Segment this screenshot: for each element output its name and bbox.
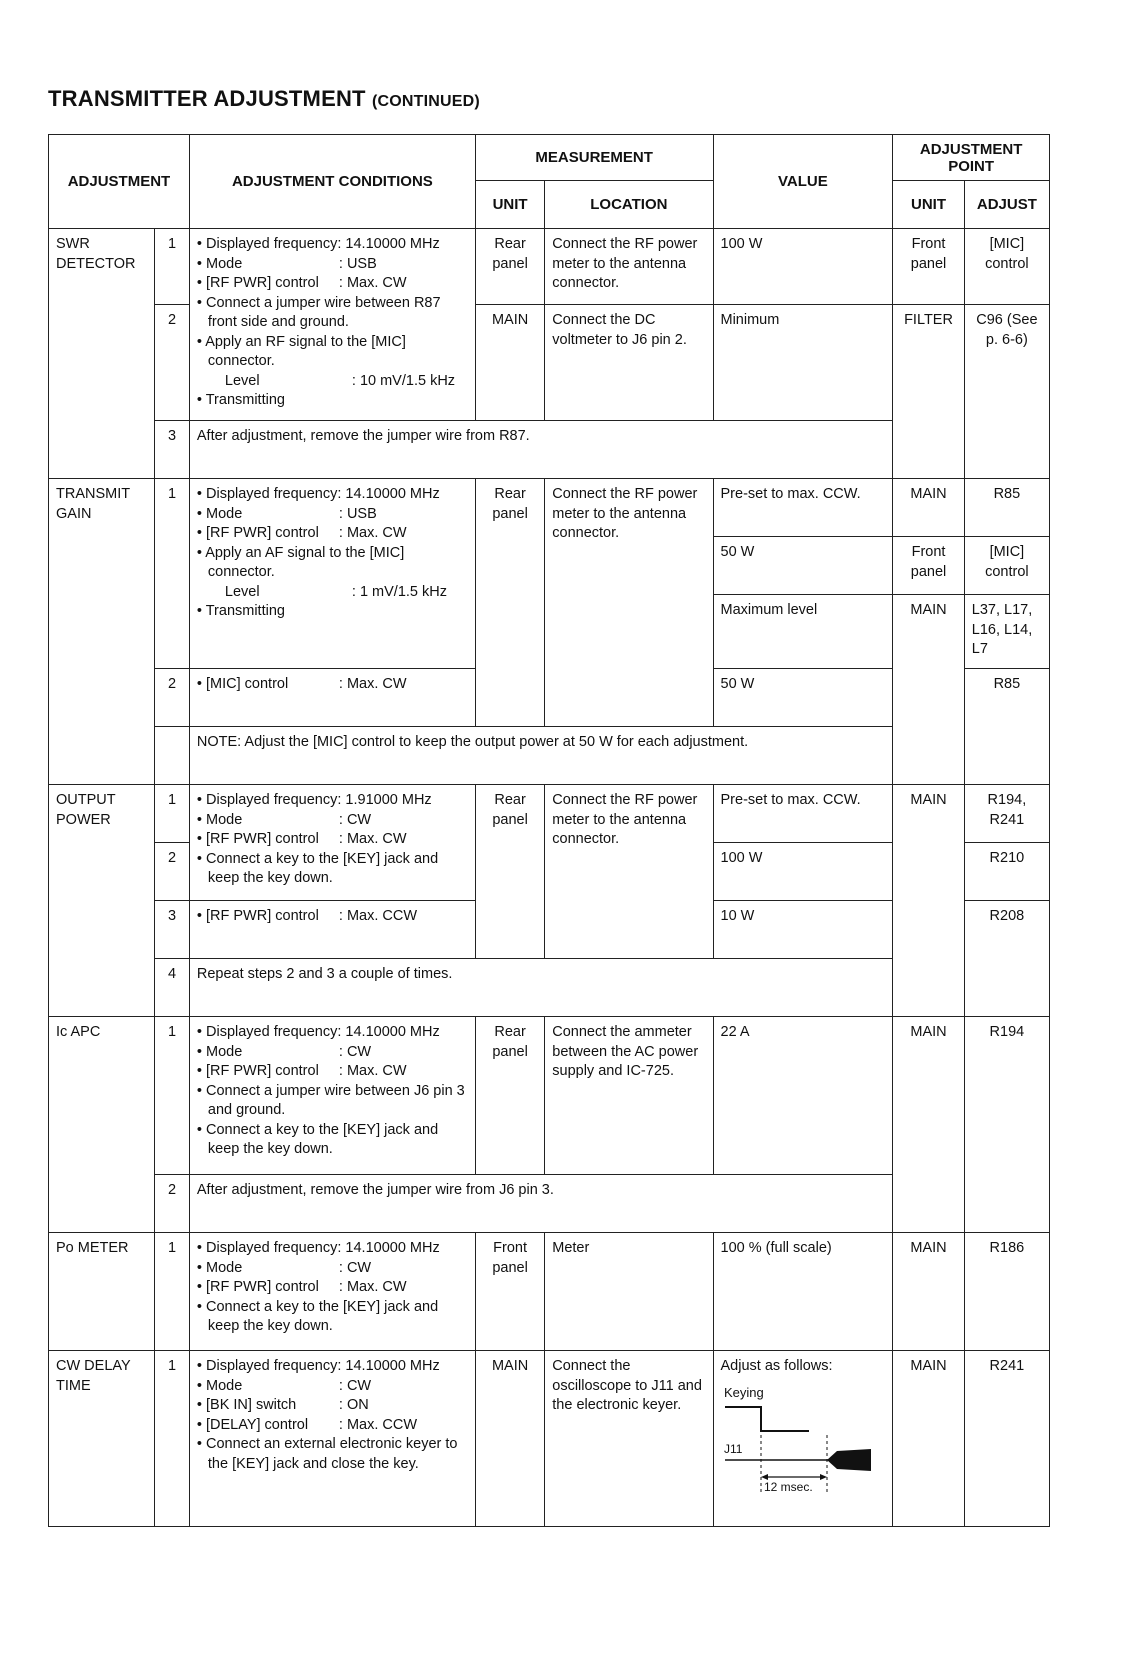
header-conditions: ADJUSTMENT CONDITIONS: [189, 135, 475, 229]
header-measurement: MEASUREMENT: [475, 135, 713, 181]
measurement-unit: Front panel: [475, 1233, 544, 1351]
point-adjust: R85: [964, 479, 1049, 537]
measurement-location: Connect the RF power meter to the antenna connector.: [545, 479, 713, 727]
condition-line: • [RF PWR] control : Max. CW: [196, 275, 407, 291]
condition-line: • Mode : CW: [196, 1377, 372, 1394]
condition-line: • Displayed frequency: 14.10000 MHz: [196, 1024, 440, 1040]
rf-envelope-burst: [827, 1449, 871, 1471]
conditions-cell: [189, 901, 475, 959]
point-adjust: R208: [964, 901, 1049, 1017]
measurement-location: Connect the RF power meter to the antenna connector.: [545, 785, 713, 959]
waveform-j11-label: J11: [723, 1441, 742, 1456]
point-unit: MAIN: [893, 785, 964, 1017]
value-cell: 22 A: [713, 1017, 893, 1175]
value-cell: 50 W: [713, 669, 893, 727]
timing-waveform: [721, 1385, 877, 1495]
point-unit: MAIN: [893, 1351, 964, 1527]
condition-line: • Mode : CW: [196, 811, 372, 828]
point-adjust: [MIC] control: [964, 537, 1049, 595]
step-number: 2: [155, 1175, 190, 1233]
header-adjustment-point: ADJUSTMENT POINT: [893, 135, 1050, 181]
note-text: NOTE: Adjust the [MIC] control to keep the output power at 50 W for each adjustment.: [189, 727, 892, 785]
condition-line: • Mode : CW: [196, 1043, 372, 1060]
step-number: 2: [155, 669, 190, 727]
step-text: Repeat steps 2 and 3 a couple of times.: [189, 959, 892, 1017]
condition-line: • Connect a key to the [KEY] jack and keep the key down.: [196, 1121, 439, 1157]
condition-line: • Connect a key to the [KEY] jack and keep the key down.: [196, 850, 439, 886]
condition-line: • Connect a jumper wire between R87 front side and ground.: [196, 294, 441, 330]
condition-line: • Connect a jumper wire between J6 pin 3 and ground.: [196, 1082, 465, 1118]
value-cell: 100 W: [713, 229, 893, 305]
measurement-location: Meter: [545, 1233, 713, 1351]
point-unit: Front panel: [893, 229, 964, 305]
measurement-location: Connect the DC voltmeter to J6 pin 2.: [545, 305, 713, 421]
step-number: 1: [155, 479, 190, 669]
point-unit: Front panel: [893, 537, 964, 595]
conditions-cell: [189, 669, 475, 727]
condition-line: • Apply an AF signal to the [MIC] connector.: [196, 544, 405, 580]
waveform-time-label: 12 msec.: [763, 1479, 813, 1494]
condition-line: • [RF PWR] control : Max. CCW: [196, 908, 418, 924]
condition-line: • [RF PWR] control : Max. CW: [196, 525, 407, 541]
header-measurement-unit: UNIT: [475, 181, 544, 229]
condition-line: • Apply an RF signal to the [MIC] connector.: [196, 333, 406, 369]
value-cell: Minimum: [713, 305, 893, 421]
measurement-unit: Rear panel: [475, 1017, 544, 1175]
step-text: After adjustment, remove the jumper wire from R87.: [189, 421, 892, 479]
step-number: 3: [155, 421, 190, 479]
point-unit: MAIN: [893, 1017, 964, 1233]
condition-line: • [RF PWR] control : Max. CW: [196, 1279, 407, 1295]
header-point-unit: UNIT: [893, 181, 964, 229]
point-unit: MAIN: [893, 479, 964, 537]
condition-line: • Mode : CW: [196, 1259, 372, 1276]
measurement-location: Connect the ammeter between the AC power supply and IC-725.: [545, 1017, 713, 1175]
page-title: TRANSMITTER ADJUSTMENT (CONTINUED): [48, 86, 480, 111]
step-number: 3: [155, 901, 190, 959]
point-adjust: R194: [964, 1017, 1049, 1233]
value-text: Adjust as follows:: [720, 1358, 833, 1374]
section-ic-apc: Ic APC: [49, 1017, 155, 1233]
conditions-cell: [189, 479, 475, 669]
condition-line: • Transmitting: [196, 603, 285, 619]
header-point-adjust: ADJUST: [964, 181, 1049, 229]
measurement-unit: Rear panel: [475, 785, 544, 959]
condition-line: • Displayed frequency: 14.10000 MHz: [196, 486, 440, 502]
measurement-location: Connect the RF power meter to the antenna connector.: [545, 229, 713, 305]
conditions-cell: [189, 1017, 475, 1175]
measurement-unit: Rear panel: [475, 229, 544, 305]
value-cell: 100 % (full scale): [713, 1233, 893, 1351]
conditions-cell: [189, 785, 475, 901]
step-number: 4: [155, 959, 190, 1017]
step-number: 1: [155, 229, 190, 305]
step-text: After adjustment, remove the jumper wire from J6 pin 3.: [189, 1175, 892, 1233]
header-measurement-location: LOCATION: [545, 181, 713, 229]
point-adjust: R186: [964, 1233, 1049, 1351]
header-value: VALUE: [713, 135, 893, 229]
point-adjust: R85: [964, 669, 1049, 785]
keying-signal-line: [725, 1407, 809, 1431]
condition-line: • [RF PWR] control : Max. CW: [196, 1063, 407, 1079]
measurement-unit: MAIN: [475, 1351, 544, 1527]
condition-line: • Mode : USB: [196, 505, 377, 522]
step-number: 1: [155, 1233, 190, 1351]
condition-line: • Displayed frequency: 14.10000 MHz: [196, 1358, 440, 1374]
point-adjust: R194, R241: [964, 785, 1049, 843]
section-output-power: OUTPUT POWER: [49, 785, 155, 1017]
condition-line: • Displayed frequency: 14.10000 MHz: [196, 1240, 440, 1256]
condition-line: • Connect a key to the [KEY] jack and keep the key down.: [196, 1298, 439, 1334]
value-cell: 10 W: [713, 901, 893, 959]
page-title-suffix: (CONTINUED): [372, 93, 480, 110]
value-cell: Maximum level: [713, 595, 893, 669]
measurement-unit: MAIN: [475, 305, 544, 421]
point-adjust: R210: [964, 843, 1049, 901]
condition-line: • [MIC] control : Max. CW: [196, 676, 407, 692]
value-cell: 100 W: [713, 843, 893, 901]
condition-line: • [RF PWR] control : Max. CW: [196, 831, 407, 847]
condition-line: • Mode : USB: [196, 255, 377, 272]
section-po-meter: Po METER: [49, 1233, 155, 1351]
value-cell: Pre-set to max. CCW.: [713, 785, 893, 843]
condition-line: • Connect an external electronic keyer to the [KEY] jack and close the key.: [196, 1436, 458, 1472]
value-cell: [713, 1351, 893, 1527]
point-unit: MAIN: [893, 1233, 964, 1351]
condition-line: • Transmitting: [196, 392, 285, 408]
time-arrow-right-head: [820, 1474, 827, 1480]
conditions-cell: [189, 1351, 475, 1527]
step-number: 1: [155, 785, 190, 843]
step-number: 1: [155, 1017, 190, 1175]
point-adjust: C96 (See p. 6-6): [964, 305, 1049, 479]
section-transmit-gain: TRANSMIT GAIN: [49, 479, 155, 785]
conditions-cell: [189, 1233, 475, 1351]
measurement-unit: Rear panel: [475, 479, 544, 727]
step-number: 2: [155, 305, 190, 421]
measurement-location: Connect the oscilloscope to J11 and the electronic keyer.: [545, 1351, 713, 1527]
conditions-cell: [189, 229, 475, 421]
point-adjust: [MIC] control: [964, 229, 1049, 305]
value-cell: 50 W: [713, 537, 893, 595]
condition-line: • Displayed frequency: 1.91000 MHz: [196, 792, 432, 808]
condition-level: Level : 10 mV/1.5 kHz: [224, 372, 456, 389]
step-number: 1: [155, 1351, 190, 1527]
condition-line: • [DELAY] control : Max. CCW: [196, 1416, 418, 1433]
point-unit: MAIN: [893, 595, 964, 785]
point-adjust: R241: [964, 1351, 1049, 1527]
value-cell: Pre-set to max. CCW.: [713, 479, 893, 537]
section-swr-detector: SWR DETECTOR: [49, 229, 155, 479]
condition-level: Level : 1 mV/1.5 kHz: [224, 583, 447, 600]
section-cw-delay-time: CW DELAY TIME: [49, 1351, 155, 1527]
waveform-keying-label: Keying: [723, 1384, 764, 1400]
adjustment-table: [48, 134, 1050, 1527]
header-adjustment: ADJUSTMENT: [49, 135, 190, 229]
step-number: 2: [155, 843, 190, 901]
condition-line: • [BK IN] switch : ON: [196, 1397, 369, 1413]
point-unit: FILTER: [893, 305, 964, 479]
condition-line: • Displayed frequency: 14.10000 MHz: [196, 236, 440, 252]
point-adjust: L37, L17, L16, L14, L7: [964, 595, 1049, 669]
